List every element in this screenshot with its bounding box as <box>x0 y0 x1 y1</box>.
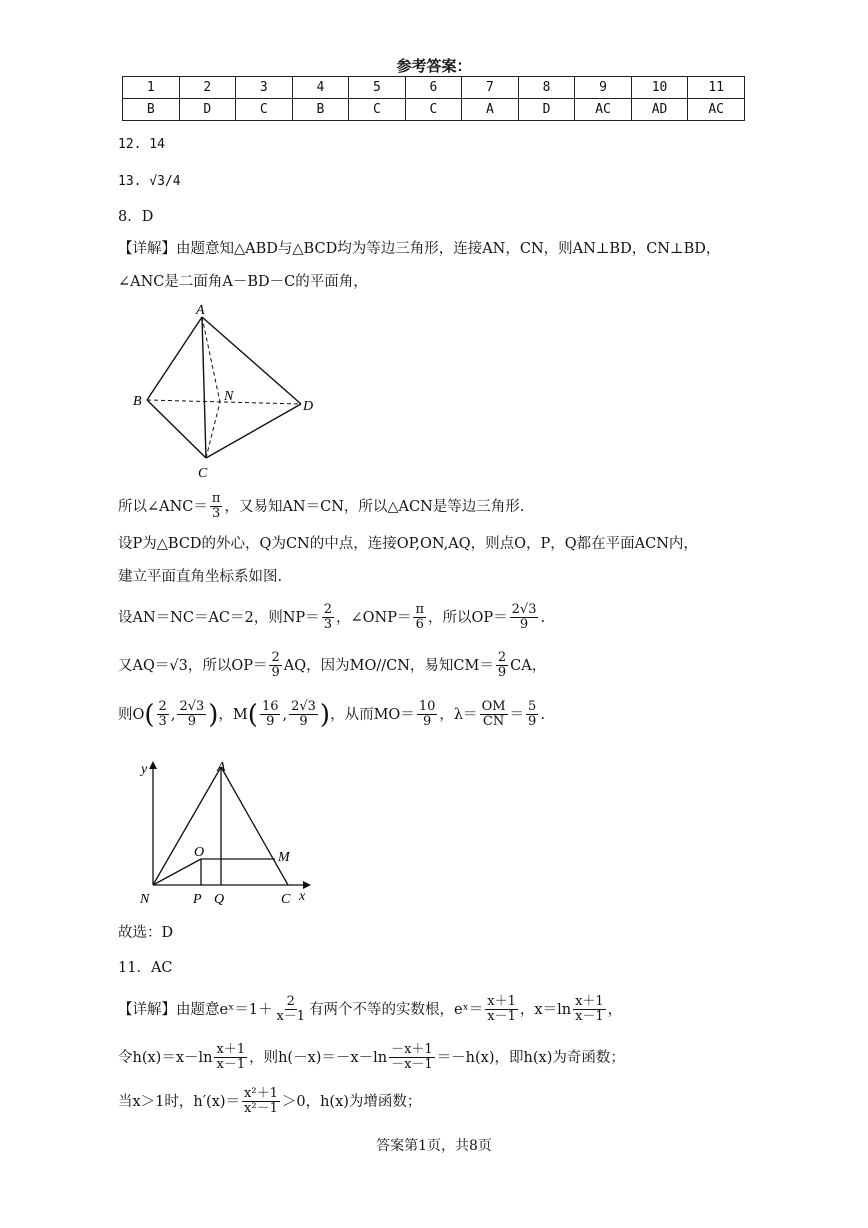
solution-text: ，又易知AN＝CN，所以△ACN是等边三角形. <box>224 498 525 515</box>
solution-11-line-2 <box>118 1043 625 1073</box>
vertex-label: B <box>133 394 142 409</box>
numerator: 2√3 <box>179 699 205 714</box>
fraction <box>389 1043 435 1073</box>
numerator: x＋1 <box>216 1042 246 1057</box>
fraction <box>496 651 508 681</box>
solution-8-line-3 <box>118 492 524 522</box>
fraction <box>274 995 307 1025</box>
point-label: O <box>194 845 205 860</box>
solution-text: ，从而MO＝ <box>330 706 415 723</box>
denominator: 9 <box>519 617 529 633</box>
question-number: 10 <box>631 77 688 99</box>
vertex-label: A <box>196 303 205 318</box>
solution-8-line-6 <box>118 603 545 633</box>
denominator: 3 <box>212 506 221 522</box>
answer-cell: A <box>462 99 519 121</box>
solution-text: 当x＞1时，h′(x)＝ <box>118 1093 241 1110</box>
solution-8-line-1 <box>118 242 720 257</box>
solution-11-line-1: 【详解】由题意eˣ＝1＋ $\frac{2}{x-1}$ 有两个不等的实数根，eˣ＝ $\frac{x+1}{x-1}$ ，x＝ln $\frac{x+1}{x-1}$ ， <box>118 994 623 1025</box>
solution-11-line-3 <box>118 1087 421 1117</box>
solution-text: 有两个不等的实数根，eˣ＝ <box>309 1001 484 1018</box>
numerator: x²＋1 <box>244 1086 278 1101</box>
solution-text: ，M <box>218 706 248 723</box>
answer-cell: D <box>518 99 575 121</box>
solution-text: ，∠ONP＝ <box>335 609 412 626</box>
fraction <box>510 603 539 633</box>
fraction <box>269 651 281 681</box>
solution-8-line-7 <box>118 651 546 681</box>
table-row <box>123 99 745 121</box>
question-number: 11 <box>688 77 745 99</box>
solution-text: 由题意知△ABD与△BCD均为等边三角形，连接AN，CN，则AN⊥BD，CN⊥BD， <box>176 241 721 257</box>
point-label: P <box>193 892 202 907</box>
fraction <box>480 700 508 730</box>
solution-text: 又AQ＝√3，所以OP＝ <box>118 657 268 674</box>
answer-cell: B <box>292 99 349 121</box>
numerator: 2 <box>286 994 295 1009</box>
solution-8-line-4: 设P为△BCD的外心，Q为CN的中点，连接OP,ON,AQ，则点O，P，Q都在平面ACN内， <box>118 536 698 552</box>
denominator: 9 <box>528 714 537 730</box>
denominator: 9 <box>271 665 280 681</box>
fraction <box>260 700 281 730</box>
fraction <box>214 1043 247 1073</box>
solution-text: ＝－h(x)，即h(x)为奇函数； <box>436 1049 625 1066</box>
fraction <box>289 700 318 730</box>
denominator: x－1 <box>276 1009 306 1025</box>
numerator: x＋1 <box>575 994 604 1009</box>
answer-cell: C <box>405 99 462 121</box>
denominator: －x－1 <box>391 1057 433 1073</box>
answer-12: 12. 14 <box>118 137 165 152</box>
solution-text: . <box>540 609 546 626</box>
solution-text: ＝ <box>509 706 525 723</box>
numerator: π <box>415 602 424 617</box>
denominator: 6 <box>415 617 424 633</box>
denominator: CN <box>482 714 505 730</box>
solution-8-line-2: ∠ANC是二面角A－BD－C的平面角， <box>118 274 368 290</box>
solution-text: 则O <box>118 706 145 723</box>
fraction <box>413 603 426 633</box>
coordinate-figure <box>128 755 323 910</box>
answer-table <box>122 76 745 121</box>
point-label: C <box>281 892 291 907</box>
answer-cell: AD <box>631 99 688 121</box>
solution-8-conclusion: 故选：D <box>118 925 174 941</box>
point-label: M <box>278 850 290 865</box>
answer-cell: C <box>236 99 293 121</box>
solution-text: ，λ＝ <box>439 706 478 723</box>
fraction <box>526 700 538 730</box>
numerator: 2 <box>323 602 332 617</box>
denominator: 3 <box>158 714 167 730</box>
question-number: 9 <box>575 77 632 99</box>
numerator: 2 <box>497 650 507 665</box>
solution-text: 令h(x)＝x－ln <box>118 1049 213 1066</box>
numerator: x＋1 <box>487 994 516 1009</box>
denominator: 9 <box>299 714 308 730</box>
vertex-label: D <box>303 399 314 414</box>
vertex-label: N <box>224 389 234 404</box>
point-label: Q <box>214 892 225 907</box>
numerator: 2√3 <box>511 602 537 617</box>
numerator: 2 <box>271 650 280 665</box>
fraction <box>177 700 206 730</box>
fraction <box>485 995 518 1025</box>
numerator: π <box>211 491 221 506</box>
solution-text: ＞0，h(x)为增函数； <box>281 1093 422 1110</box>
answer-cell: AC <box>688 99 745 121</box>
fraction <box>573 995 606 1025</box>
question-number: 5 <box>349 77 406 99</box>
denominator: x－1 <box>575 1009 604 1025</box>
question-number: 8 <box>518 77 575 99</box>
page-title: 参考答案： <box>396 57 472 75</box>
solution-text: 所以∠ANC＝ <box>118 498 208 515</box>
detail-tag: 【详解】 <box>118 241 176 257</box>
numerator: －x＋1 <box>391 1042 433 1057</box>
numerator: 16 <box>261 699 279 714</box>
page-footer: 答案第1页，共8页 <box>376 1138 492 1154</box>
question-number: 3 <box>236 77 293 99</box>
question-number: 1 <box>123 77 180 99</box>
table-row <box>123 77 745 99</box>
solution-8-line-8: 则O( $\frac{2}{3}$ , $\frac{2√3}{9}$ )，M( $\frac{16}{9}$ , $\frac{2√3}{9}$ )，从而MO＝ $\frac{10}{9}$ ，λ＝ $\frac{OM}{CN}$ ＝ $\frac{5}{9}$ . <box>118 699 545 730</box>
denominator: x²－1 <box>244 1101 278 1117</box>
solution-text: 由题意eˣ＝1＋ <box>176 1001 273 1018</box>
solution-text: . <box>540 706 545 723</box>
solution-text: AQ，因为MO//CN，易知CM＝ <box>283 657 494 674</box>
solution-11-heading: 11．AC <box>118 960 173 976</box>
question-number: 2 <box>179 77 236 99</box>
solution-8-heading: 8．D <box>118 209 154 225</box>
numerator: 2 <box>158 699 167 714</box>
denominator: 9 <box>497 665 507 681</box>
denominator: x－1 <box>487 1009 516 1025</box>
fraction <box>322 603 334 633</box>
question-number: 7 <box>462 77 519 99</box>
solution-text: ，所以OP＝ <box>428 609 508 626</box>
denominator: 9 <box>422 714 432 730</box>
fraction <box>157 700 169 730</box>
fraction <box>417 700 438 730</box>
axis-label: x <box>299 889 306 904</box>
numerator: OM <box>481 699 506 714</box>
point-label: A <box>217 760 226 775</box>
point-label: N <box>140 892 150 907</box>
vertex-label: C <box>198 466 208 481</box>
detail-tag: 【详解】 <box>118 1001 176 1018</box>
answer-cell: B <box>123 99 180 121</box>
fraction <box>210 492 223 522</box>
answer-cell: C <box>349 99 406 121</box>
tetrahedron-figure <box>125 300 330 485</box>
numerator: 2√3 <box>291 699 316 714</box>
solution-text: 设AN＝NC＝AC＝2，则NP＝ <box>118 609 320 626</box>
fraction <box>242 1087 280 1117</box>
denominator: 3 <box>323 617 332 633</box>
denominator: 9 <box>187 714 196 730</box>
denominator: x－1 <box>216 1057 246 1073</box>
answer-cell: AC <box>575 99 632 121</box>
numerator: 5 <box>528 699 537 714</box>
solution-8-line-5: 建立平面直角坐标系如图. <box>118 569 283 585</box>
solution-text: ，则h(－x)＝－x－ln <box>249 1049 388 1066</box>
answer-13: 13. √3/4 <box>118 174 181 189</box>
question-number: 4 <box>292 77 349 99</box>
question-number: 6 <box>405 77 462 99</box>
denominator: 9 <box>266 714 275 730</box>
numerator: 10 <box>418 699 436 714</box>
answer-cell: D <box>179 99 236 121</box>
solution-text: ，x＝ln <box>519 1001 572 1018</box>
solution-text: CA， <box>510 657 547 674</box>
axis-label: y <box>141 762 148 777</box>
